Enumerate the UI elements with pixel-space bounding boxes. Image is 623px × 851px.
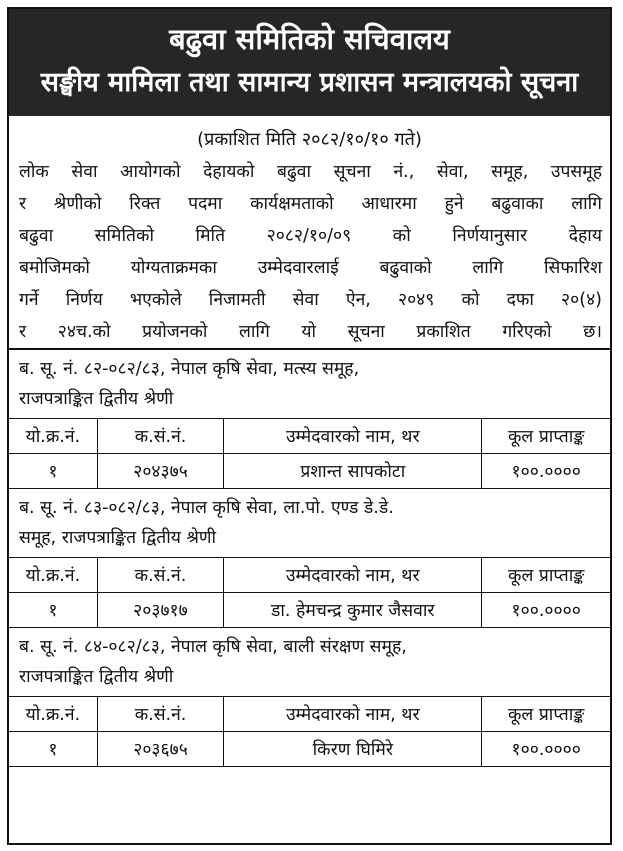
vacancy-section <box>9 348 610 489</box>
body-line: र २४च.को प्रयोजनको लागि यो सूचना प्रकाशित गरिएको छ। <box>19 322 602 342</box>
col-name-header: उम्मेदवारको नाम, थर <box>224 558 482 593</box>
cell-score: १००.०००० <box>482 593 610 628</box>
col-serial-header: यो.क्र.नं. <box>9 697 97 732</box>
header-subtitle: सङ्घीय मामिला तथा सामान्य प्रशासन मन्त्रालयको सूचना <box>40 67 579 98</box>
vacancy-heading-line: ब. सू. नं. ८३-०८२/८३, नेपाल कृषि सेवा, ला.पो. एण्ड डे.डे. <box>19 498 394 518</box>
notice-box <box>7 7 612 845</box>
cell-score: १००.०००० <box>482 454 610 489</box>
table-row <box>9 732 610 767</box>
col-name-header: उम्मेदवारको नाम, थर <box>224 697 482 732</box>
vacancy-heading <box>9 489 610 557</box>
col-score-header: कूल प्राप्ताङ्क <box>482 558 610 593</box>
col-score-header: कूल प्राप्ताङ्क <box>482 697 610 732</box>
table-header-row <box>9 419 610 454</box>
vacancy-heading-line: समूह, राजपत्राङ्कित द्वितीय श्रेणी <box>19 528 217 548</box>
table-row <box>9 593 610 628</box>
table-header-row <box>9 558 610 593</box>
vacancy-heading-line: ब. सू. नं. ८२-०८२/८३, नेपाल कृषि सेवा, मत्स्य समूह, <box>19 359 360 379</box>
vacancy-heading-line: ब. सू. नं. ८४-०८२/८३, नेपाल कृषि सेवा, बाली संरक्षण समूह, <box>19 637 407 657</box>
body-line: बमोजिमको योग्यताक्रमका उम्मेदवारलाई बढुवाको लागि सिफारिश <box>19 258 602 278</box>
col-score-header: कूल प्राप्ताङ्क <box>482 419 610 454</box>
table-header-row <box>9 697 610 732</box>
col-serial-header: यो.क्र.नं. <box>9 558 97 593</box>
cell-serial: १ <box>9 732 97 767</box>
vacancy-heading <box>9 350 610 418</box>
table-row <box>9 454 610 489</box>
body-line: बढुवा समितिको मिति २०८२/१०/०९ को निर्णयानुसार देहाय <box>19 226 602 246</box>
body-line: गर्ने निर्णय भएकोले निजामती सेवा ऐन, २०४९ को दफा २०(४) <box>19 290 602 310</box>
col-serial-header: यो.क्र.नं. <box>9 419 97 454</box>
notice-header <box>9 9 610 116</box>
cell-score: १००.०००० <box>482 732 610 767</box>
candidate-table <box>9 696 610 767</box>
notice-body <box>9 156 610 348</box>
cell-name: प्रशान्त सापकोटा <box>224 454 482 489</box>
candidate-table <box>9 557 610 628</box>
vacancy-section <box>9 489 610 628</box>
cell-symbol: २०३७१७ <box>97 593 223 628</box>
body-line: लोक सेवा आयोगको देहायको बढुवा सूचना नं., सेवा, समूह, उपसमूह <box>19 162 602 182</box>
vacancy-heading-line: राजपत्राङ्कित द्वितीय श्रेणी <box>19 389 174 409</box>
col-symbol-header: क.सं.नं. <box>97 697 223 732</box>
cell-symbol: २०४३७५ <box>97 454 223 489</box>
vacancy-section <box>9 628 610 767</box>
vacancy-heading <box>9 628 610 696</box>
col-symbol-header: क.सं.नं. <box>97 558 223 593</box>
candidate-table <box>9 418 610 489</box>
cell-serial: १ <box>9 593 97 628</box>
cell-name: डा. हेमचन्द्र कुमार जैसवार <box>224 593 482 628</box>
col-name-header: उम्मेदवारको नाम, थर <box>224 419 482 454</box>
cell-serial: १ <box>9 454 97 489</box>
cell-name: किरण घिमिरे <box>224 732 482 767</box>
header-title: बढुवा समितिको सचिवालय <box>169 22 450 56</box>
col-symbol-header: क.सं.नं. <box>97 419 223 454</box>
body-line: र श्रेणीको रिक्त पदमा कार्यक्षमताको आधारमा हुने बढुवाका लागि <box>19 194 602 214</box>
vacancy-heading-line: राजपत्राङ्कित द्वितीय श्रेणी <box>19 667 174 687</box>
cell-symbol: २०३६७५ <box>97 732 223 767</box>
publish-date: (प्रकाशित मिति २०८२/१०/१० गते) <box>197 129 422 150</box>
